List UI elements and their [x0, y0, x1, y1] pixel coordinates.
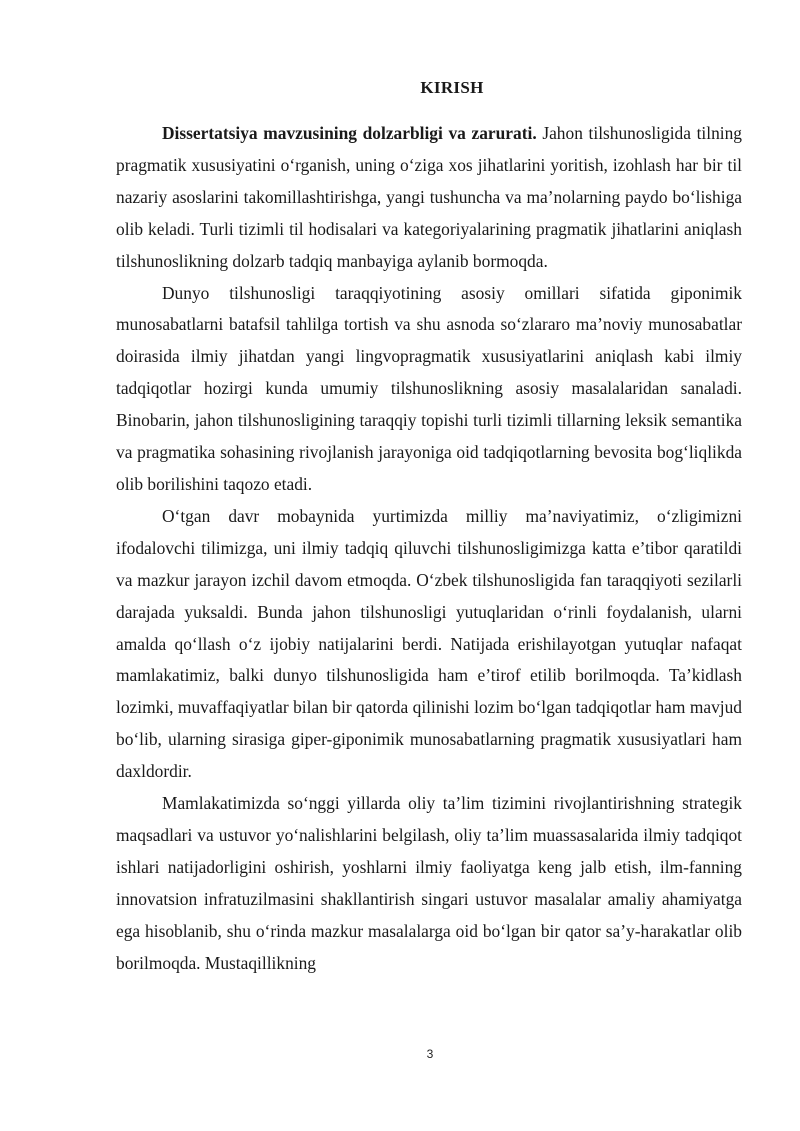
- paragraph-text: Mamlakatimizda so‘nggi yillarda oliy ta’lim tizimini rivojlantirishning strategik maqsadlari va ustuvor yo‘nalishlarini belgilash, oliy ta’lim muassasalarida ilmiy tadqiqot ishlari natijadorligini oshirish, yoshlarni ilmiy faoliyatga keng jalb etish, ilm-fanning innovatsion infratuzilmasini shakllantirish singari ustuvor masalalar amaliy ahamiyatga ega hisoblanib, shu o‘rinda mazkur masalalarga oid bo‘lgan bir qator sa’y-harakatlar olib borilmoqda. Mustaqillikning: [116, 793, 742, 973]
- paragraph-relevance: [116, 118, 742, 278]
- paragraph-text: O‘tgan davr mobaynida yurtimizda milliy ma’naviyatimiz, o‘zligimizni ifodalovchi tilimizga, uni ilmiy tadqiq qiluvchi tilshunosligimizga katta e’tibor qaratildi va mazkur jarayon izchil davom etmoqda. O‘zbek tilshunosligida fan taraqqiyoti sezilarli darajada yuksaldi. Bunda jahon tilshunosligi yutuqlaridan o‘rinli foydalanish, ularni amalda qo‘llash o‘z ijobiy natijalarini berdi. Natijada erishilayotgan yutuqlar nafaqat mamlakatimiz, balki dunyo tilshunosligida ham e’tirof etilib borilmoqda. Ta’kidlash lozimki, muvaffaqiyatlar bilan bir qatorda qilinishi lozim bo‘lgan tadqiqotlar ham mavjud bo‘lib, ularning sirasiga giper-giponimik munosabatlarning pragmatik xususiyatlari ham daxldordir.: [116, 505, 742, 782]
- section-heading: KIRISH: [420, 78, 484, 97]
- paragraph-past-period: [116, 501, 742, 788]
- paragraph-text: Dunyo tilshunosligi taraqqiyotining asosiy omillari sifatida giponimik munosabatlarni batafsil tahlilga tortish va shu asnoda so‘zlararo ma’noviy munosabatlar doirasida ilmiy jihatdan yangi lingvopragmatik xususiyatlarini aniqlash kabi ilmiy tadqiqotlar hozirgi kunda umumiy tilshunoslikning asosiy masalalaridan sanaladi. Binobarin, jahon tilshunosligining taraqqiy topishi turli tizimli tillarning leksik semantika va pragmatika sohasining rivojlanish jarayoniga oid tadqiqotlarning bevosita bog‘liqlikda olib borilishini taqozo etadi.: [116, 282, 742, 494]
- page-number: 3: [426, 1047, 434, 1061]
- paragraph-lead: Dissertatsiya mavzusining dolzarbligi va zarurati.: [162, 123, 537, 143]
- body-text: [116, 118, 742, 979]
- paragraph-higher-education: [116, 788, 742, 979]
- paragraph-text: Jahon tilshunosligida tilning pragmatik xususiyatini o‘rganish, uning o‘ziga xos jihatlarini yoritish, izohlash har bir til nazariy asoslarini takomillashtirishga, yangi tushuncha va ma’nolarning paydo bo‘lishiga olib keladi. Turli tizimli til hodisalari va kategoriyalarining pragmatik jihatlarini aniqlash tilshunoslikning dolzarb tadqiq manbayiga aylanib bormoqda.: [116, 123, 742, 271]
- paragraph-world-linguistics: [116, 278, 742, 501]
